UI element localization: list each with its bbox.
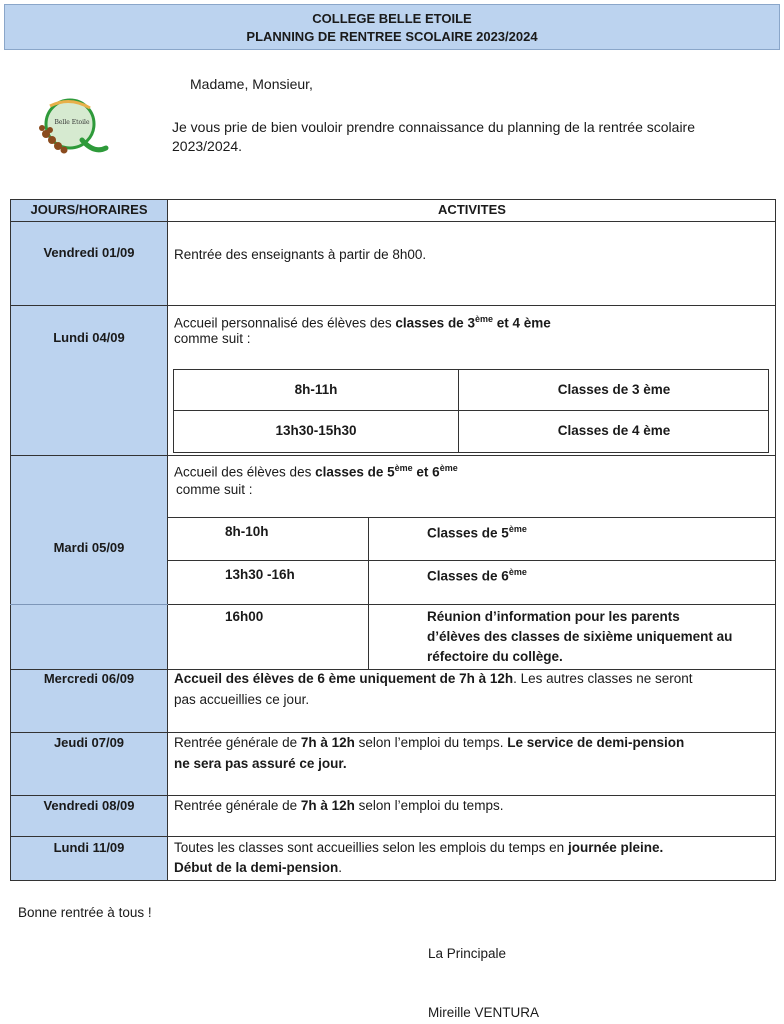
meeting-line: réfectoire du collège. — [427, 649, 563, 664]
activity-text: Accueil des élèves de 6 ème uniquement de 7h à 12h. Les autres classes ne seront — [174, 671, 693, 686]
day-label: Lundi 04/09 — [53, 330, 125, 345]
day-label: Vendredi 01/09 — [43, 245, 135, 260]
signatory-role: La Principale — [428, 946, 507, 961]
activity-text: Rentrée des enseignants à partir de 8h00. — [174, 247, 427, 262]
time-slot: 8h-10h — [225, 524, 269, 539]
column-header-activities: ACTIVITES — [438, 202, 506, 217]
svg-text:Belle Etoile: Belle Etoile — [54, 119, 90, 126]
closing-line: Bonne rentrée à tous ! — [18, 905, 152, 920]
time-slot: 13h30-15h30 — [275, 423, 357, 438]
activity-text: Accueil des élèves des classes de 5ème et 6ème — [174, 463, 458, 480]
time-slot: 16h00 — [225, 609, 264, 624]
activity-text: Accueil personnalisé des élèves des classes de 3ème et 4 ème — [174, 314, 551, 331]
day-label: Jeudi 07/09 — [53, 735, 125, 750]
class-group: Classes de 4 ème — [557, 423, 671, 438]
letter-greeting: Madame, Monsieur, — [190, 76, 313, 92]
time-slot: 8h-11h — [294, 382, 338, 397]
class-group: Classes de 5ème — [427, 524, 527, 541]
schedule-table — [10, 199, 776, 881]
sub-table — [173, 369, 769, 453]
document-title: PLANNING DE RENTREE SCOLAIRE 2023/2024 — [246, 29, 538, 44]
day-label: Mardi 05/09 — [53, 540, 125, 555]
class-group: Classes de 3 ème — [557, 382, 671, 397]
meeting-line: d’élèves des classes de sixième uniquement au — [427, 629, 733, 644]
activity-text: comme suit : — [176, 482, 253, 497]
activity-text: Rentrée générale de 7h à 12h selon l’emploi du temps. Le service de demi-pension — [174, 735, 685, 750]
day-label: Mercredi 06/09 — [43, 671, 135, 686]
activity-text: pas accueillies ce jour. — [174, 692, 310, 707]
activity-text: Début de la demi-pension. — [174, 860, 343, 875]
school-name: COLLEGE BELLE ETOILE — [312, 11, 472, 26]
document-header — [4, 4, 780, 50]
letter-intro: Je vous prie de bien vouloir prendre connaissance du planning de la rentrée scolaire 2023/2024. — [172, 119, 695, 154]
activity-text: Rentrée générale de 7h à 12h selon l’emploi du temps. — [174, 798, 504, 813]
activity-text: Toutes les classes sont accueillies selon les emplois du temps en journée pleine. — [174, 840, 664, 855]
day-label: Lundi 11/09 — [53, 840, 125, 855]
activity-text: comme suit : — [174, 331, 251, 346]
signatory-name: Mireille VENTURA — [428, 1005, 540, 1020]
meeting-line: Réunion d’information pour les parents — [427, 609, 680, 624]
day-label: Vendredi 08/09 — [43, 798, 135, 813]
column-header-days: JOURS/HORAIRES — [30, 202, 148, 217]
class-group: Classes de 6ème — [427, 567, 527, 584]
school-logo — [32, 94, 112, 164]
time-slot: 13h30 -16h — [225, 567, 295, 582]
activity-text: ne sera pas assuré ce jour. — [174, 756, 347, 771]
